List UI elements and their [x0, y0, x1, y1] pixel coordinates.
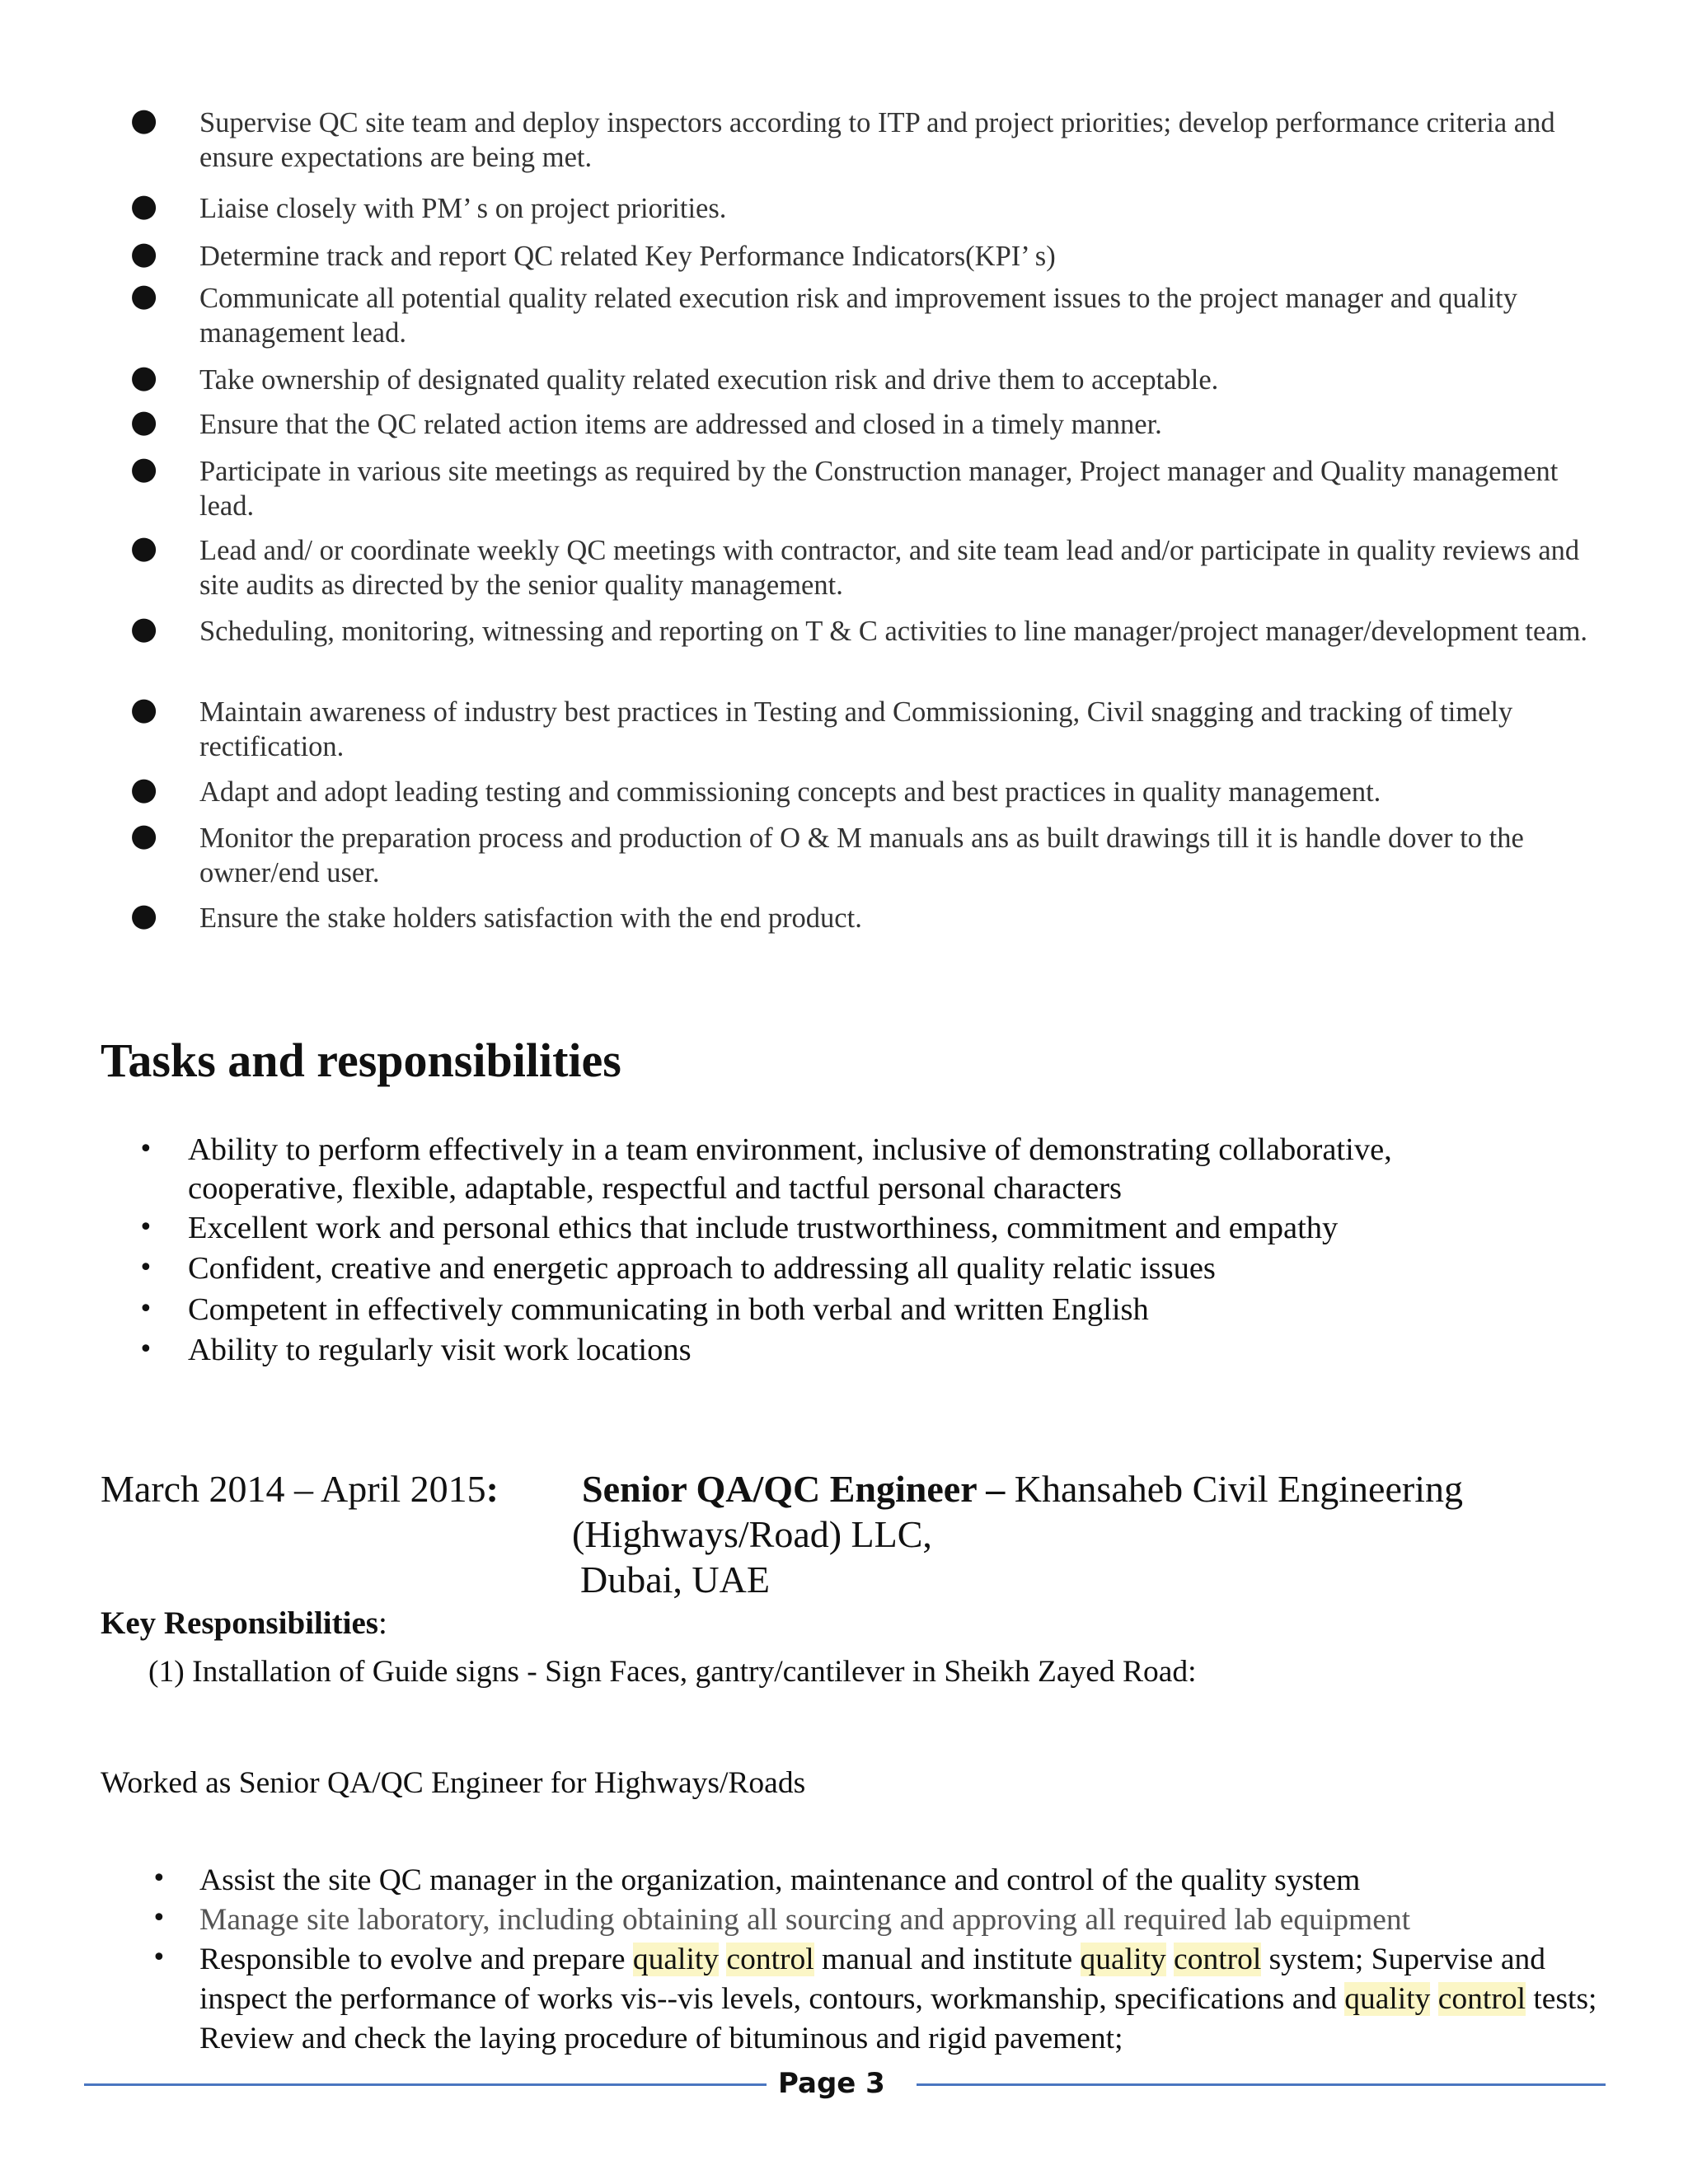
bullet-icon: ●: [130, 450, 158, 486]
bullet-icon: ●: [130, 359, 158, 395]
highlight: control: [1437, 1982, 1526, 2016]
bullet-icon: ●: [130, 691, 158, 727]
job-dates: March 2014 – April 2015:: [101, 1468, 499, 1510]
highlight: quality: [1344, 1982, 1431, 2016]
bullet-icon: ●: [130, 610, 158, 646]
footer-rule-left: [84, 2083, 767, 2086]
bullet-icon: ●: [130, 277, 158, 313]
bullet-icon: ●: [130, 771, 158, 807]
bullet-icon: ●: [130, 101, 158, 138]
highlight: control: [1174, 1943, 1262, 1976]
project-item: (1) Installation of Guide signs - Sign Faces, gantry/cantilever in Sheikh Zayed Road:: [148, 1655, 1197, 1689]
section-heading-tasks: Tasks and responsibilities: [101, 1033, 621, 1087]
bullet-icon: ●: [130, 235, 158, 271]
bullet-icon: ●: [130, 529, 158, 565]
page-number: Page 3: [778, 2067, 885, 2100]
key-responsibilities-label: Key Responsibilities:: [101, 1605, 387, 1641]
bullet-icon: •: [138, 1135, 153, 1164]
bullet-icon: •: [138, 1254, 153, 1282]
highlight: control: [726, 1943, 814, 1976]
bullet-icon: ●: [130, 187, 158, 223]
bullet-icon: •: [152, 1904, 166, 1933]
bullet-icon: •: [152, 1943, 166, 1972]
job-title: Senior QA/QC Engineer – Khansaheb Civil Engineering: [582, 1468, 1463, 1510]
highlight: quality: [1080, 1943, 1166, 1976]
document-page: ● Supervise QC site team and deploy inspectors according to ITP and project priorities; develop performance criteria and ensure expectations are being met. ● Liaise closely with PM’ s on project priorities. ● Determine track and report QC related Key Performance Indicators(KPI’ s) ● Communicate all potential quality related execution risk and improvement issues to the project manager and quality management lead. ● Take ownership of designated quality related execution risk and drive them to acceptable. ● Ensure that the QC related action items are addressed and closed in a timely manner. ● Participate in various site meetings as required by the Construction manager, Project manager and Quality management lead. ● Lead and/ or coordinate weekly QC meetings with contractor, and site team lead and/or participate in quality reviews and site audits as directed by the senior quality management. ● Scheduling, monitoring, witnessing and reporting on T & C activities to line manager/project manager/development team. ● Maintain awareness of industry best practices in Testing and Commissioning, Civil snagging and tracking of timely rectification. ● Adapt and adopt leading testing and commissioning concepts and best practices in quality management. ● Monitor the preparation process and production of O & M manuals ans as built drawings till it is handle dover to the owner/end user. ● Ensure the stake holders satisfaction with the end product. Tasks and responsibilities • Ability to perform effectively in a team environment, inclusive of demonstrating collaborative, cooperative, flexible, adaptable, respectful and tactful personal characters • Excellent work and personal ethics that include trustworthiness, commitment and empathy • Confident, creative and energetic approach to addressing all quality relatic issues • Competent in effectively communicating in both verbal and written English • Ability to regularly visit work locations March 2014 – April 2015: Senior QA/QC Engineer – Khansaheb Civil Engineering (Highways/Road) LLC, Dubai, UAE Key Responsibilities: (1) Installation of Guide signs - Sign Faces, gantry/cantilever in Sheikh Zayed Road: Worked as Senior QA/QC Engineer for Highways/Roads • Assist the site QC manager in the organization, maintenance and control of the quality system • Manage site laboratory, including obtaining all sourcing and approving all required lab equipment • Responsible to evolve and prepare quality control manual and institute quality control system; Supervise and inspect the performance of works vis--vis levels, contours, workmanship, specifications and quality control tests; Review and check the laying procedure of bituminous and rigid pavement; Page 3: [0, 0, 1688, 2184]
bullet-icon: •: [152, 1864, 166, 1893]
responsibility-text: Responsible to evolve and prepare quality control manual and institute quality control system; Supervise and inspect the performance of works vis--vis levels, contours, workmanship, specifications and quality control tests; Review and check the laying procedure of bituminous and rigid pavement;: [199, 1943, 1597, 2055]
bullet-icon: •: [138, 1335, 153, 1364]
job-location: Dubai, UAE: [580, 1558, 770, 1601]
job-company-line: (Highways/Road) LLC,: [572, 1513, 932, 1555]
bullet-icon: •: [138, 1213, 153, 1242]
bullet-icon: ●: [130, 897, 158, 933]
bullet-icon: ●: [130, 403, 158, 439]
highlight: quality: [632, 1943, 720, 1976]
worked-as-line: Worked as Senior QA/QC Engineer for Highways/Roads: [101, 1766, 806, 1800]
bullet-icon: •: [138, 1295, 153, 1324]
bullet-icon: ●: [130, 817, 158, 853]
footer-rule-right: [917, 2083, 1606, 2086]
